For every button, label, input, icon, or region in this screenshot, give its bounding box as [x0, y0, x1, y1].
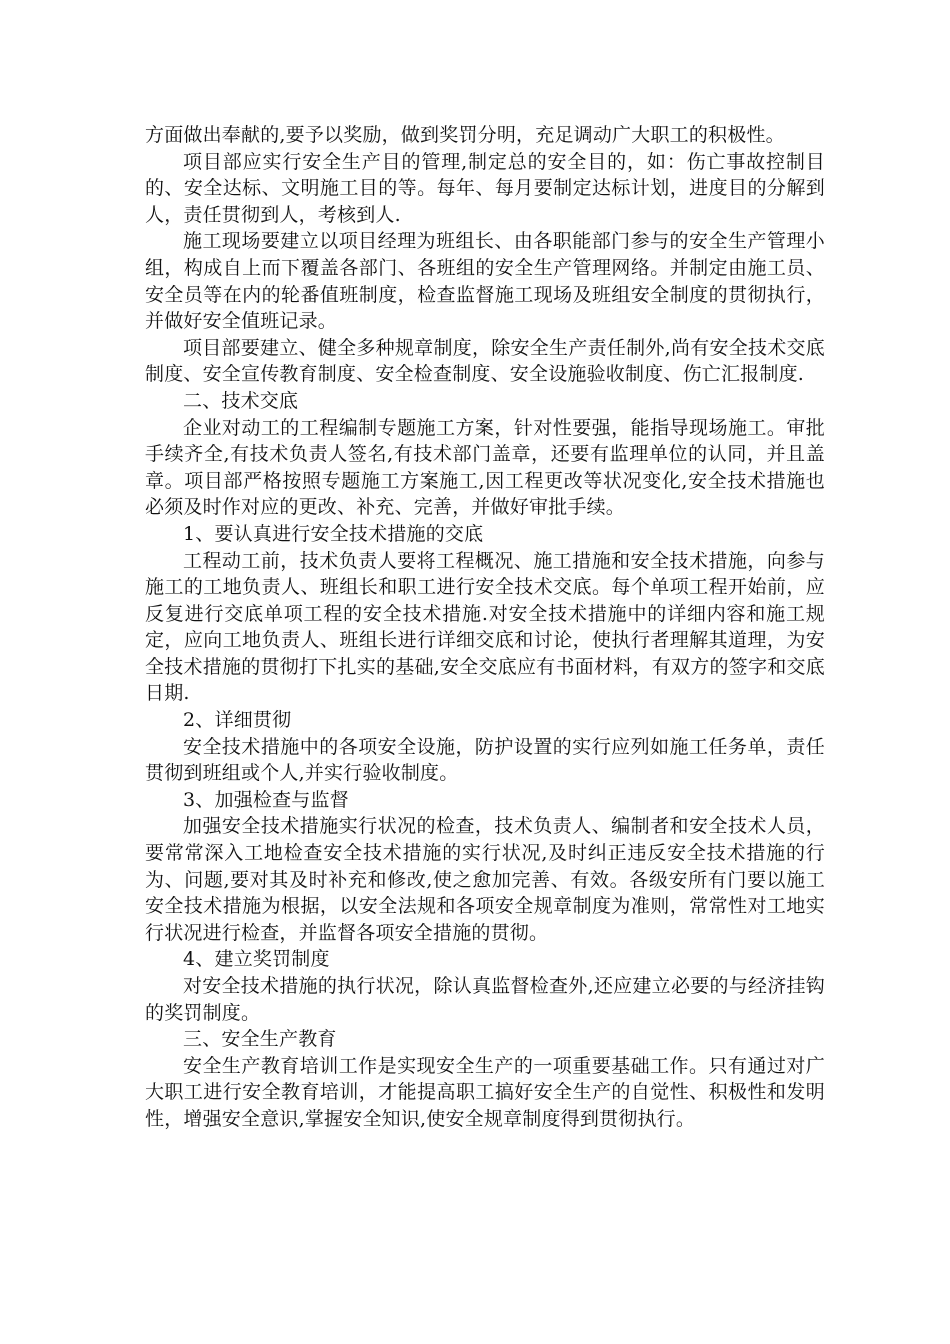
paragraph-safety-education: 安全生产教育培训工作是实现安全生产的一项重要基础工作。只有通过对广大职工进行安全教育培训，才能提高职工搞好安全生产的自觉性、积极性和发明性，增强安全意识,掌握安全知识,使安全规章制度得到贯彻执行。: [145, 1054, 825, 1130]
paragraph-rules-and-regulations: 项目部要建立、健全多种规章制度，除安全生产责任制外,尚有安全技术交底制度、安全宣传教育制度、安全检查制度、安全设施验收制度、伤亡汇报制度.: [145, 336, 825, 386]
paragraph-briefing-details: 工程动工前，技术负责人要将工程概况、施工措施和安全技术措施，向参与施工的工地负责人、班组长和职工进行安全技术交底。每个单项工程开始前，应反复进行交底单项工程的安全技术措施.对安全技术措施中的详细内容和施工规定，应向工地负责人、班组长进行详细交底和讨论，使执行者理解其道理，为安全技术措施的贯彻打下扎实的基础,安全交底应有书面材料，有双方的签字和交底日期.: [145, 549, 825, 705]
paragraph-inspection-details: 加强安全技术措施实行状况的检查，技术负责人、编制者和安全技术人员，要常常深入工地检查安全技术措施的实行状况,及时纠正违反安全技术措施的行为、问题,要对其及时补充和修改,使之愈加完善、有效。各级安所有门要以施工安全技术措施为根据，以安全法规和各项安全规章制度为准则，常常性对工地实行状况进行检查，并监督各项安全措施的贯彻。: [145, 815, 825, 944]
paragraph-safety-goal-management: 项目部应实行安全生产目的管理,制定总的安全目的，如：伤亡事故控制目的、安全达标、文明施工目的等。每年、每月要制定达标计划，进度目的分解到人，责任贯彻到人，考核到人.: [145, 150, 825, 226]
subheading-3-inspection: 3、加强检查与监督: [183, 788, 349, 811]
paragraph-rewards-details: 对安全技术措施的执行状况，除认真监督检查外,还应建立必要的与经济挂钩的奖罚制度。: [145, 975, 825, 1024]
paragraph-construction-plan: 企业对动工的工程编制专题施工方案，针对性要强，能指导现场施工。审批手续齐全,有技术负责人签名,有技术部门盖章，还要有监理单位的认同，并且盖章。项目部严格按照专题施工方案施工,因工程更改等状况变化,安全技术措施也必须及时作对应的更改、补充、完善，并做好审批手续。: [145, 416, 825, 519]
section-heading-safety-education: 三、安全生产教育: [183, 1028, 337, 1051]
document-body: [145, 122, 825, 1133]
section-heading-technical-briefing: 二、技术交底: [183, 389, 299, 412]
paragraph-site-safety-group: 施工现场要建立以项目经理为班组长、由各职能部门参与的安全生产管理小组，构成自上而下覆盖各部门、各班组的安全生产管理网络。并制定由施工员、安全员等在内的轮番值班制度，检查监督施工现场及班组安全制度的贯彻执行，并做好安全值班记录。: [145, 230, 825, 333]
paragraph-implementation-details: 安全技术措施中的各项安全设施，防护设置的实行应列如施工任务单，责任贯彻到班组或个人,并实行验收制度。: [145, 735, 825, 785]
paragraph-continuation: 方面做出奉献的,要予以奖励，做到奖罚分明，充足调动广大职工的积极性。: [145, 124, 785, 146]
subheading-1-briefing: 1、要认真进行安全技术措施的交底: [183, 522, 484, 545]
subheading-2-implementation: 2、详细贯彻: [183, 709, 292, 732]
subheading-4-rewards: 4、建立奖罚制度: [183, 948, 330, 971]
